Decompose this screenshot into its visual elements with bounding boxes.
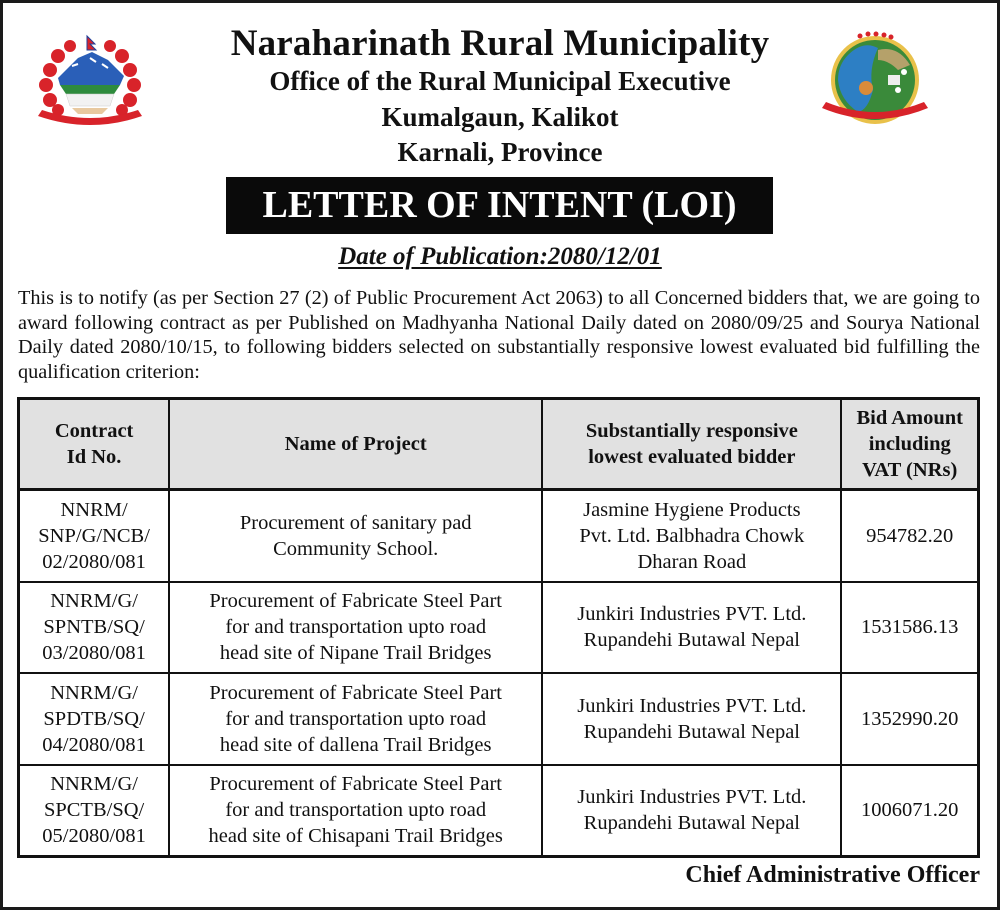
- contract-id-cell: NNRM/G/ SPCTB/SQ/ 05/2080/081: [19, 765, 170, 857]
- table-header-row: [19, 399, 979, 490]
- project-cell: Procurement of Fabricate Steel Part for and transportation upto road head site of Chisapani Trail Bridges: [169, 765, 542, 857]
- bidder-cell: Junkiri Industries PVT. Ltd. Rupandehi Butawal Nepal: [542, 673, 841, 764]
- contract-id-cell: NNRM/G/ SPDTB/SQ/ 04/2080/081: [19, 673, 170, 764]
- notice-title: LETTER OF INTENT (LOI): [226, 177, 773, 234]
- publication-date: [0, 243, 1000, 271]
- amount-cell: 1006071.20: [841, 765, 978, 857]
- office-province: Karnali, Province: [397, 137, 603, 167]
- header-bidder: Substantially responsive lowest evaluated bidder: [542, 399, 841, 490]
- amount-cell: 1352990.20: [841, 673, 978, 764]
- bidder-cell: Junkiri Industries PVT. Ltd. Rupandehi Butawal Nepal: [542, 582, 841, 673]
- table-row: [19, 765, 979, 857]
- table-row: [19, 490, 979, 582]
- bidder-cell: Junkiri Industries PVT. Ltd. Rupandehi Butawal Nepal: [542, 765, 841, 857]
- contract-id-cell: NNRM/G/ SPNTB/SQ/ 03/2080/081: [19, 582, 170, 673]
- office-location: Kumalgaun, Kalikot: [381, 102, 619, 132]
- header-project-name: Name of Project: [169, 399, 542, 490]
- amount-cell: 954782.20: [841, 490, 978, 582]
- project-cell: Procurement of Fabricate Steel Part for and transportation upto road head site of dallena Trail Bridges: [169, 673, 542, 764]
- signatory-title: Chief Administrative Officer: [685, 862, 980, 888]
- municipality-name: Naraharinath Rural Municipality: [230, 23, 770, 64]
- table-row: [19, 673, 979, 764]
- publication-date-text: Date of Publication:2080/12/01: [338, 243, 662, 270]
- header-contract-id: Contract Id No.: [19, 399, 170, 490]
- project-cell: Procurement of sanitary pad Community School.: [169, 490, 542, 582]
- table-row: [19, 582, 979, 673]
- contract-id-cell: NNRM/ SNP/G/NCB/ 02/2080/081: [19, 490, 170, 582]
- award-table: [17, 397, 980, 858]
- header-bid-amount: Bid Amount including VAT (NRs): [841, 399, 978, 490]
- bidder-cell: Jasmine Hygiene Products Pvt. Ltd. Balbhadra Chowk Dharan Road: [542, 490, 841, 582]
- amount-cell: 1531586.13: [841, 582, 978, 673]
- project-cell: Procurement of Fabricate Steel Part for and transportation upto road head site of Nipane Trail Bridges: [169, 582, 542, 673]
- office-name: Office of the Rural Municipal Executive: [269, 66, 731, 96]
- notice-intro: This is to notify (as per Section 27 (2) of Public Procurement Act 2063) to all Concerned bidders that, we are going to award following contract as per Published on Madhyanha National Daily dated on 2080/09/25 and Sourya National Daily dated 2080/10/15, to following bidders selected on substantially responsive lowest evaluated bid fulfilling the qualification criterion:: [18, 287, 980, 383]
